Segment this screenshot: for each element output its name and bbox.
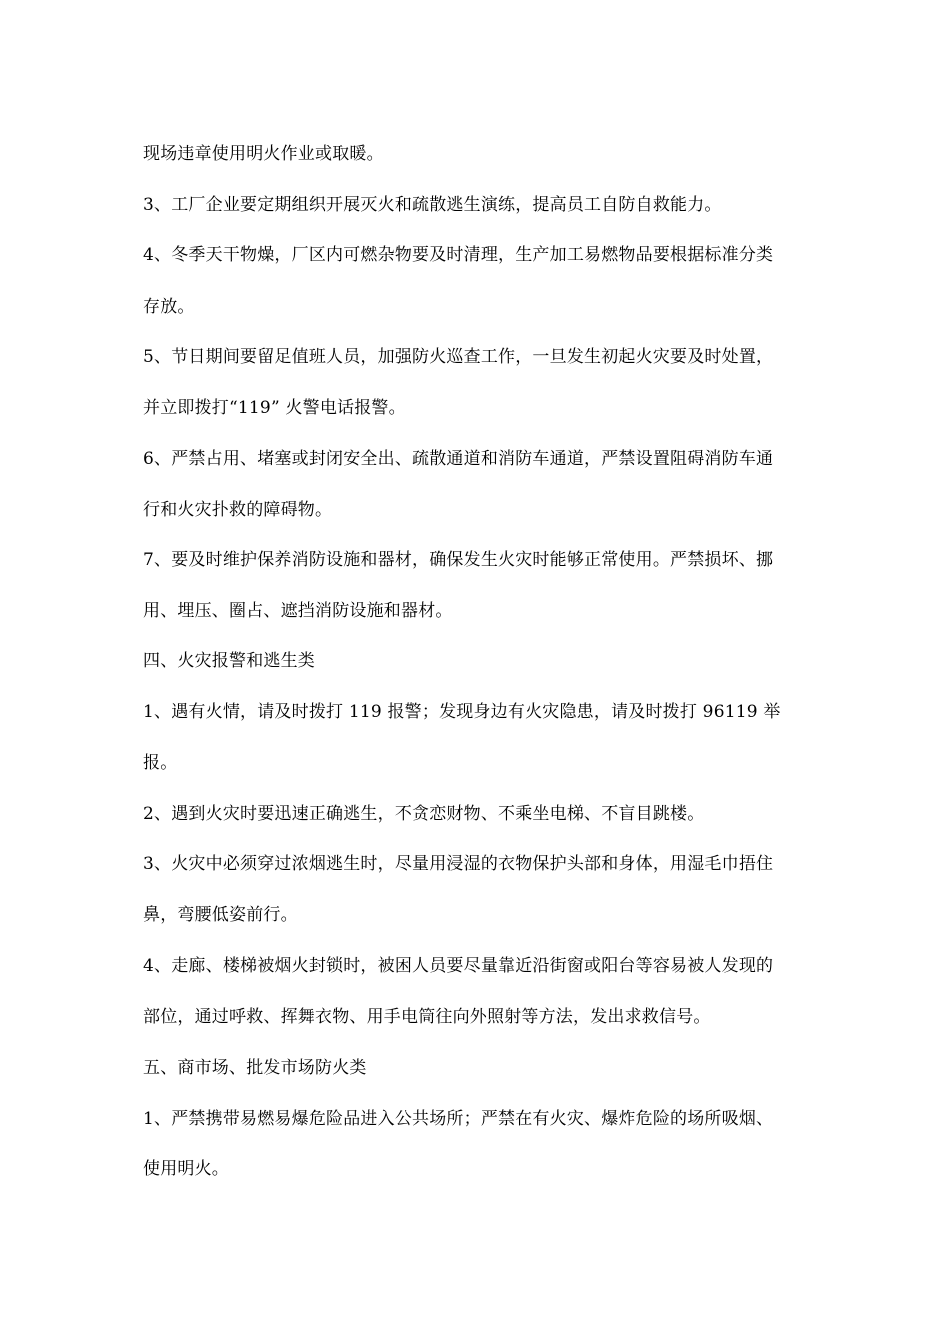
text-line: 1、遇有火情，请及时拨打 119 报警；发现身边有火灾隐患，请及时拨打 96119 举 — [143, 702, 781, 722]
text-line: 使用明火。 — [143, 1159, 229, 1179]
text-line: 7、要及时维护保养消防设施和器材，确保发生火灾时能够正常使用。严禁损坏、挪 — [143, 550, 774, 570]
text-line: 5、节日期间要留足值班人员，加强防火巡查工作，一旦发生初起火灾要及时处置， — [143, 347, 774, 367]
text-line: 1、严禁携带易燃易爆危险品进入公共场所；严禁在有火灾、爆炸危险的场所吸烟、 — [143, 1109, 774, 1129]
section-heading: 四、火灾报警和逃生类 — [143, 651, 315, 671]
text-line: 行和火灾扑救的障碍物。 — [143, 500, 333, 520]
text-line: 3、火灾中必须穿过浓烟逃生时，尽量用浸湿的衣物保护头部和身体，用湿毛巾捂住 — [143, 854, 774, 874]
text-line: 4、走廊、楼梯被烟火封锁时，被困人员要尽量靠近沿街窗或阳台等容易被人发现的 — [143, 956, 774, 976]
text-line: 现场违章使用明火作业或取暖。 — [143, 144, 384, 164]
section-heading: 五、商市场、批发市场防火类 — [143, 1058, 367, 1078]
text-line: 6、严禁占用、堵塞或封闭安全出、疏散通道和消防车通道，严禁设置阻碍消防车通 — [143, 449, 774, 469]
text-line: 用、埋压、圈占、遮挡消防设施和器材。 — [143, 601, 453, 621]
text-line: 2、遇到火灾时要迅速正确逃生，不贪恋财物、不乘坐电梯、不盲目跳楼。 — [143, 804, 705, 824]
text-line: 鼻，弯腰低姿前行。 — [143, 905, 298, 925]
text-line: 4、冬季天干物燥，厂区内可燃杂物要及时清理，生产加工易燃物品要根据标准分类 — [143, 245, 774, 265]
text-line: 3、工厂企业要定期组织开展灭火和疏散逃生演练，提高员工自防自救能力。 — [143, 195, 722, 215]
text-line: 部位，通过呼救、挥舞衣物、用手电筒往向外照射等方法，发出求救信号。 — [143, 1007, 711, 1027]
text-line: 报。 — [143, 753, 178, 773]
text-line: 并立即拨打“119” 火警电话报警。 — [143, 398, 406, 418]
text-line: 存放。 — [143, 297, 195, 317]
